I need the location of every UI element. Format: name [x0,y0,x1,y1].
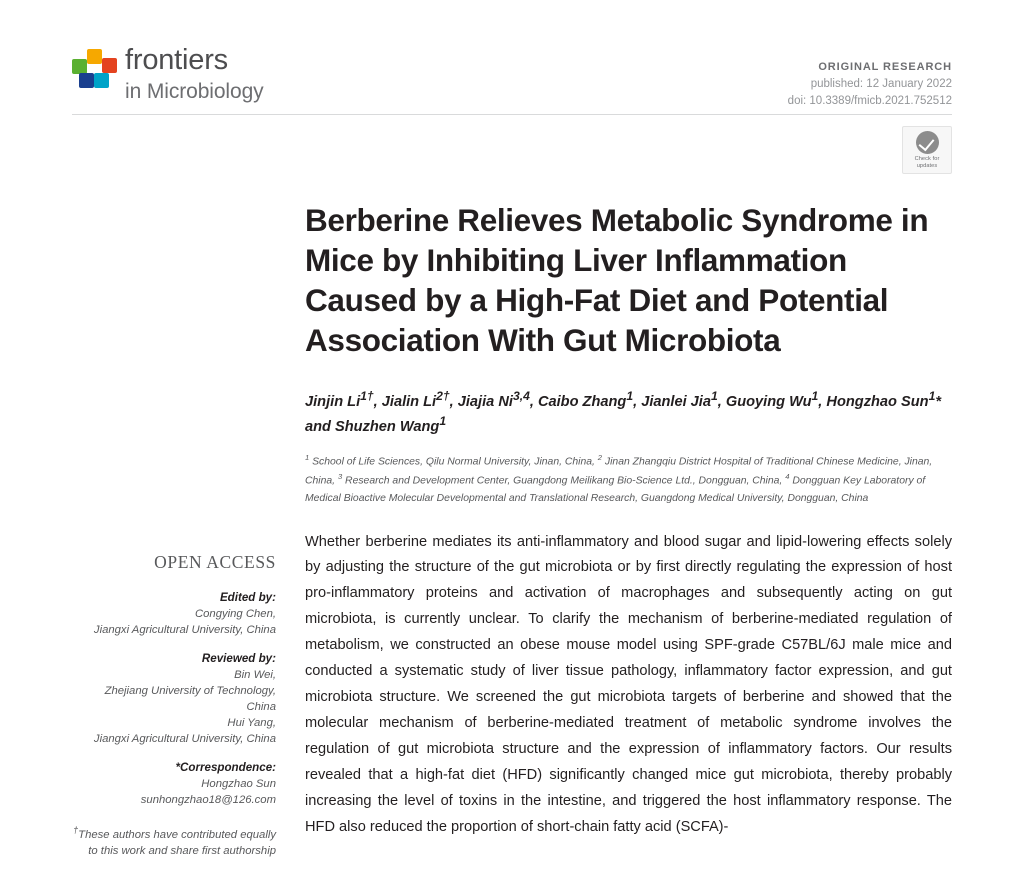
crossmark-line2: updates [916,162,938,169]
abstract-text: Whether berberine mediates its anti-inflammatory and blood sugar and lipid-lowering effects solely by adjusting the structure of the gut microbiota or by first directly regulating the expression of host pro-inflammatory proteins and activation of macrophages and subsequently acting on gut microbiota, is currently unclear. To clarify the mechanism of berberine-mediated regulation of metabolism, we constructed an obese mouse model using SPF-grade C57BL/6J male mice and conducted a systematic study of liver tissue pathology, inflammatory factor expression, and gut microbiota structure. We screened the gut microbiota targets of berberine and showed that the molecular mechanism of berberine-mediated treatment of metabolic syndrome involves the regulation of gut microbiota structure and the expression of inflammatory factors. Our results revealed that a high-fat diet (HFD) significantly changed mice gut microbiota, thereby probably increasing the level of toxins in the intestine, and triggered the host inflammatory response. The HFD also reduced the proportion of short-chain fatty acid (SCFA)- [305,533,952,836]
frontiers-logo[interactable] [72,42,264,102]
logo-text [125,42,264,102]
doi[interactable]: doi: 10.3389/fmicb.2021.752512 [787,94,952,107]
frontiers-logo-icon [72,49,116,93]
crossmark-line1: Check for [914,156,940,162]
article-type: ORIGINAL RESEARCH [818,61,952,73]
logo-title: frontiers [125,44,228,76]
author-list: Jinjin $Li^{1\dagger}$, Jialin $Li^{2\dagger}$, Jiajia Ni$^{3,4}$, Caibo Zhang$^1$, Jianlei Jia$^1$, Guoying Wu$^1$, Hongzhao Sun$^1$* and Shuzhen Wang$^1$ [305,389,942,435]
checkmark-icon [916,131,939,154]
masthead-divider [72,114,952,115]
reviewed-by-value: Bin Wei, Zhejiang University of Technology, China Hui Yang, Jiangxi Agricultural University, China [93,669,276,746]
logo-subtitle: in Microbiology [125,80,264,103]
equal-contribution-footnote: †These authors have contributed equally to this work and share first authorship [73,825,276,858]
check-for-updates-badge[interactable] [902,126,952,174]
journal-masthead [72,42,952,114]
reviewed-by-label: Reviewed by: [201,652,276,666]
article-content [305,200,952,841]
open-access-label: OPEN ACCESS [154,552,276,572]
correspondence-value[interactable]: Hongzhao Sun sunhongzhao18@126.com [140,778,276,807]
article-meta [788,60,952,109]
page-title: Berberine Relieves Metabolic Syndrome in Mice by Inhibiting Liver Inflammation Caused by a High-Fat Diet and Potential Association With Gut Microbiota [305,202,929,358]
published-date: published: 12 January 2022 [810,77,952,90]
affiliations: $^1$ School of Life Sciences, Qilu Normal University, Jinan, China, $^2$ Jinan Zhangqiu District Hospital of Traditional Chinese Medicine, Jinan, China, $^3$ Research and Development Center, Guangdong Meilikang Bio-Science Ltd., Dongguan, China, $^4$ Dongguan Key Laboratory of Medical Bioactive Molecular Developmental and Translational Research, Guangdong Medical University, Dongguan, China [305,453,933,504]
edited-by-label: Edited by: [219,591,276,604]
article-sidebar [62,552,276,859]
correspondence-label: *Correspondence: [175,761,276,775]
edited-by-value: Congying Chen, Jiangxi Agricultural University, China [93,608,276,637]
